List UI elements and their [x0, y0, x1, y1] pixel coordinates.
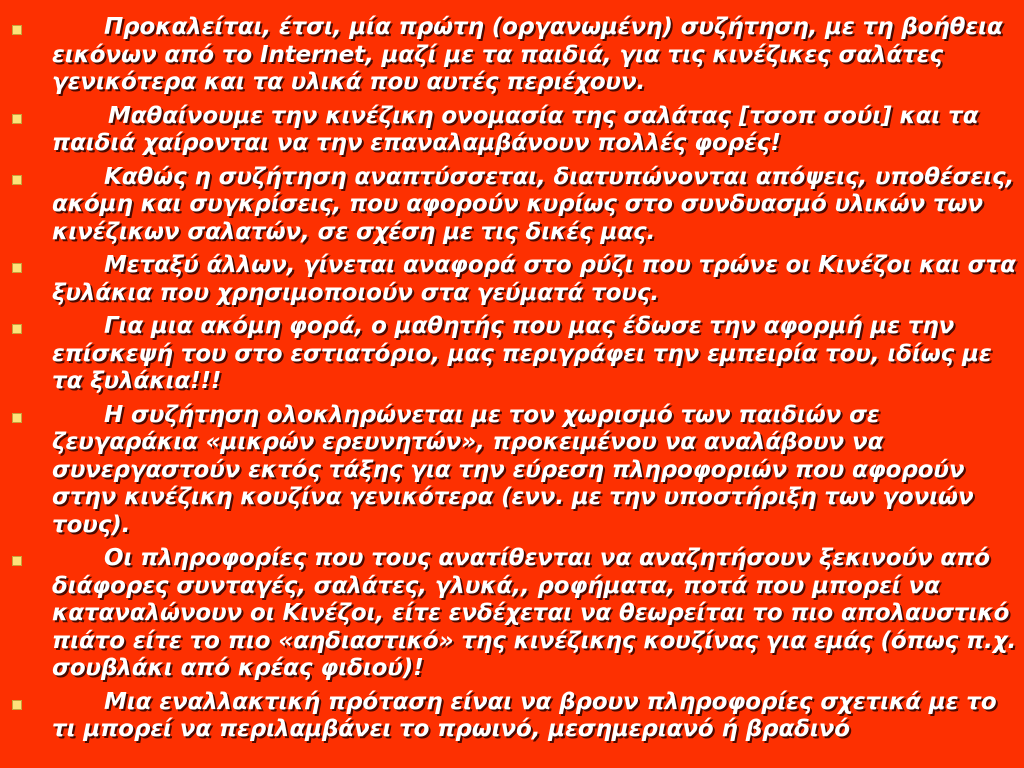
- bullet-item: [0, 14, 1024, 97]
- bullet-item: [0, 164, 1024, 247]
- square-bullet-icon: [12, 25, 22, 35]
- bullet-item: [0, 103, 1024, 158]
- bullet-text: Η συζήτηση ολοκληρώνεται με τον χωρισμό των παιδιών σε ζευγαράκια «μικρών ερευνητών», προκειμένου να αναλάβουν να συνεργαστούν εκτός τάξης για την εύρεση πληροφοριών που αφορούν στην κινέζικη κουζίνα γενικότερα (ενν. με την υποστήριξη των γονιών τους).: [52, 401, 974, 538]
- square-bullet-icon: [12, 175, 22, 185]
- bullet-text: Οι πληροφορίες που τους ανατίθενται να αναζητήσουν ξεκινούν από διάφορες συνταγές, σαλάτες, γλυκά,, ροφήματα, ποτά που μπορεί να καταναλώνουν οι Κινέζοι, είτε ενδέχεται να θεωρείται το πιο απολαυστικό πιάτο είτε το πιο «αηδιαστικό» της κινέζικης κουζίνας για εμάς (όπως π.χ. σουβλάκι από κρέας φιδιού)!: [52, 545, 1017, 681]
- bullet-text: Μαθαίνουμε την κινέζικη ονομασία της σαλάτας [τσοπ σούι] και τα παιδιά χαίρονται να την επαναλαμβάνουν πολλές φορές!: [52, 102, 979, 156]
- bullet-text: Για μια ακόμη φορά, ο μαθητής που μας έδωσε την αφορμή με την επίσκεψή του στο εστιατόριο, μας περιγράφει την εμπειρία του, ιδίως με τα ξυλάκια!!!: [52, 313, 992, 394]
- square-bullet-icon: [12, 324, 22, 334]
- bullet-item: [0, 545, 1024, 683]
- bullet-item: [0, 313, 1024, 396]
- square-bullet-icon: [12, 114, 22, 124]
- bullet-text: Καθώς η συζήτηση αναπτύσσεται, διατυπώνονται απόψεις, υποθέσεις, ακόμη και συγκρίσεις, που αφορούν κυρίως στο συνδυασμό υλικών των κινέζικων σαλατών, σε σχέση με τις δικές μας.: [52, 163, 1015, 245]
- bullet-text: Μια εναλλακτική πρόταση είναι να βρουν πληροφορίες σχετικά με το τι μπορεί να περιλαμβάνει το πρωινό, μεσημεριανό ή βραδινό: [52, 688, 997, 742]
- bullet-item: [0, 689, 1024, 744]
- square-bullet-icon: [12, 263, 22, 273]
- bullet-item: [0, 252, 1024, 307]
- bullet-text: Μεταξύ άλλων, γίνεται αναφορά στο ρύζι που τρώνε οι Κινέζοι και στα ξυλάκια που χρησιμοποιούν στα γεύματά τους.: [52, 252, 1016, 306]
- square-bullet-icon: [12, 413, 22, 423]
- square-bullet-icon: [12, 700, 22, 710]
- bullet-item: [0, 402, 1024, 540]
- bullet-text: Προκαλείται, έτσι, μία πρώτη (οργανωμένη) συζήτηση, με τη βοήθεια εικόνων από το Internet, μαζί με τα παιδιά, για τις κινέζικες σαλάτες γενικότερα και τα υλικά που αυτές περιέχουν.: [52, 14, 1003, 95]
- square-bullet-icon: [12, 556, 22, 566]
